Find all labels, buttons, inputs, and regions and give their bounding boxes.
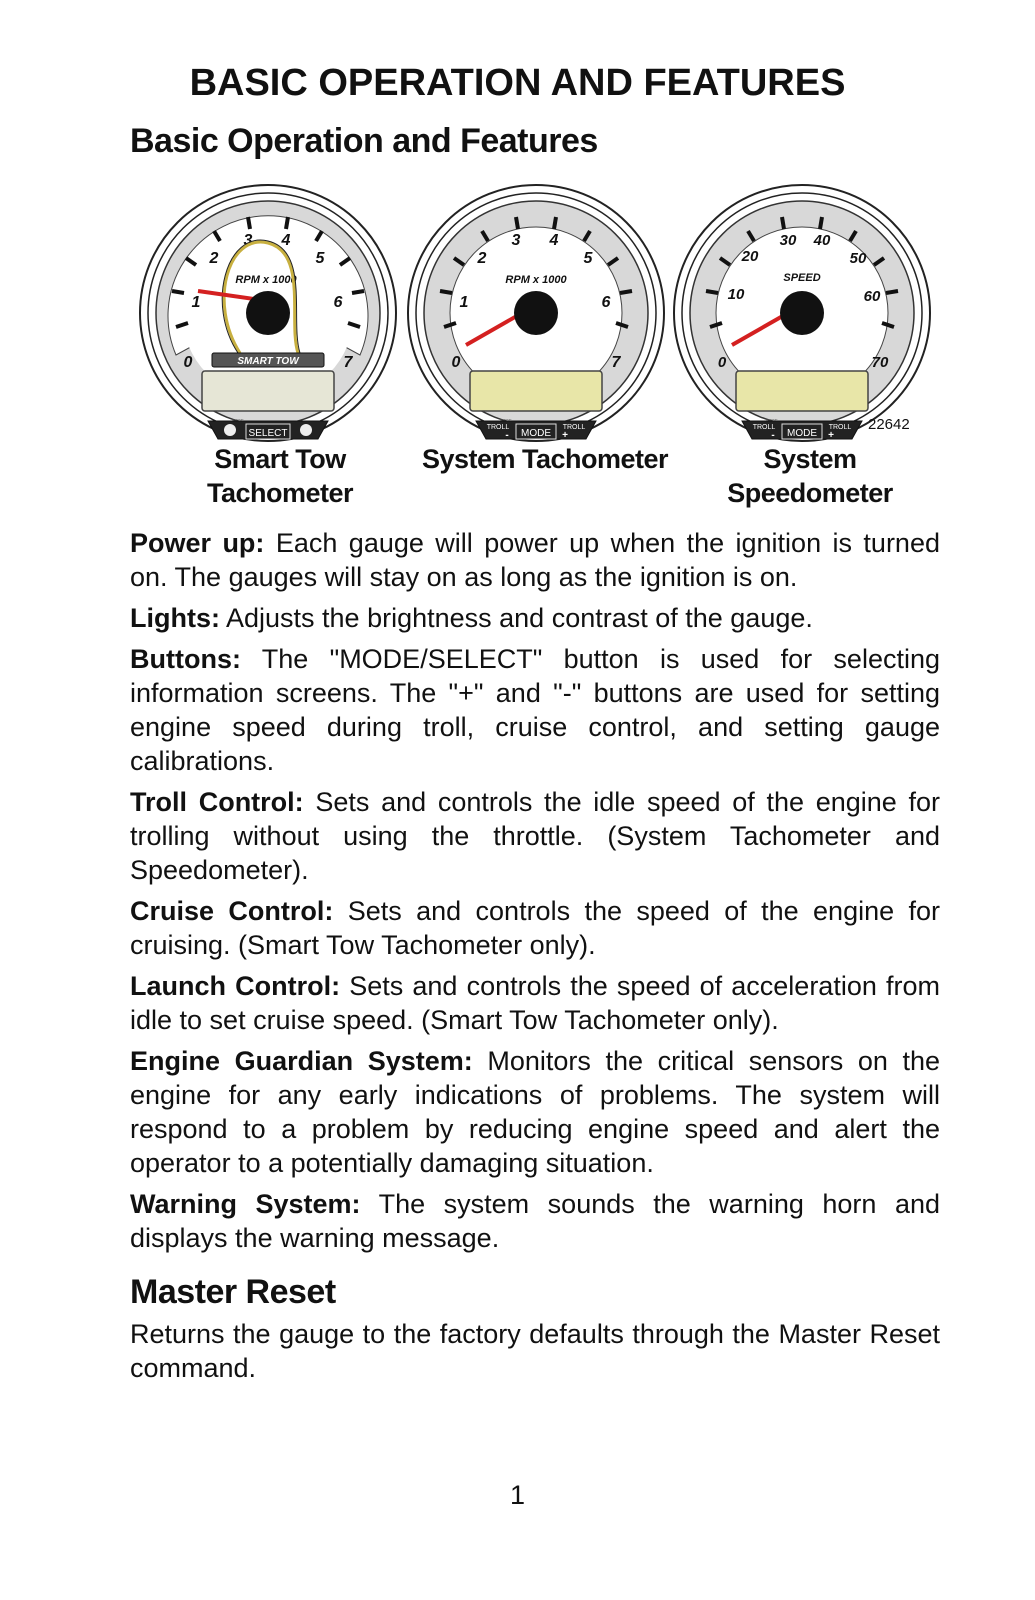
select-button-label: SELECT (248, 428, 288, 439)
gauge-system-speedometer (674, 185, 930, 441)
paragraph-buttons (130, 642, 940, 778)
tick-label: 2 (209, 250, 219, 267)
term: Warning System: (130, 1189, 361, 1219)
description: Sets and controls the idle speed of the engine for trolling without using the throttle. (System Tachometer and Speedometer). (130, 787, 940, 885)
lcd-display (470, 371, 602, 411)
master-reset-text: Returns the gauge to the factory defaults through the Master Reset command. (130, 1319, 940, 1383)
paragraph-warning-system (130, 1187, 940, 1255)
tick-label: 0 (183, 354, 193, 371)
page-title: BASIC OPERATION AND FEATURES (189, 62, 846, 104)
body-text (130, 526, 940, 1392)
gauge-smart-tow (140, 185, 396, 441)
band-label: SMART TOW (237, 356, 299, 367)
tick-label: 6 (601, 294, 611, 311)
term: Engine Guardian System: (130, 1046, 473, 1076)
tick-label: 20 (741, 248, 759, 265)
tick-label: 7 (611, 354, 621, 371)
tick-label: 1 (459, 294, 469, 311)
lcd-display (736, 371, 868, 411)
caption-line: System (763, 444, 857, 474)
page-number: 1 (509, 1480, 526, 1510)
tick-label: 0 (717, 354, 727, 371)
tick-label: 2 (477, 250, 487, 267)
caption-line: Tachometer (206, 478, 354, 508)
tick-label: 70 (871, 354, 889, 371)
caption-smart-tow (180, 442, 380, 510)
term: Power up: (130, 528, 265, 558)
term: Buttons: (130, 644, 241, 674)
caption-line: System Tachometer (421, 444, 669, 474)
description: The system sounds the warning horn and displays the warning message. (130, 1189, 940, 1253)
term: Troll Control: (130, 787, 304, 817)
term: Lights: (130, 603, 220, 633)
tick-label: 6 (333, 294, 343, 311)
tick-label: 3 (511, 232, 521, 249)
tick-label: 5 (583, 250, 593, 267)
tick-label: 50 (849, 250, 867, 267)
mode-button-label: MODE (787, 428, 817, 439)
description: Sets and controls the speed of the engine for cruising. (Smart Tow Tachometer only). (130, 896, 940, 960)
tick-label: 30 (779, 232, 797, 249)
tick-label: 5 (315, 250, 325, 267)
description: Sets and controls the speed of acceleration from idle to set cruise speed. (Smart Tow Tachometer only). (130, 971, 940, 1035)
caption-system-speedometer (710, 442, 910, 510)
scale-label: RPM x 1000 (505, 274, 567, 286)
scale-label: SPEED (783, 272, 821, 284)
term: Cruise Control: (130, 896, 334, 926)
troll-minus-label: TROLL (752, 424, 776, 431)
scale-label: RPM x 1000 (235, 274, 297, 286)
paragraph-troll-control (130, 785, 940, 887)
troll-plus-sign: + (562, 430, 568, 441)
tick-label: 40 (813, 232, 831, 249)
tick-label: 7 (343, 354, 353, 371)
troll-minus-sign: - (771, 430, 775, 441)
section-title: Basic Operation and Features (130, 122, 598, 160)
tick-label: 1 (191, 294, 201, 311)
caption-line: Smart Tow (214, 444, 346, 474)
gauge-system-tachometer (408, 185, 664, 441)
gauges-illustration (130, 178, 940, 448)
troll-plus-sign: + (828, 430, 834, 441)
description: The "MODE/SELECT" button is used for selecting information screens. The "+" and "-" buttons are used for setting engine speed during troll, cruise control, and setting gauge calibrations. (130, 644, 940, 776)
caption-system-tachometer (400, 442, 690, 476)
master-reset-heading: Master Reset (130, 1273, 336, 1311)
tick-label: 4 (281, 232, 291, 249)
description: Each gauge will power up when the ignition is turned on. The gauges will stay on as long as the ignition is on. (130, 528, 940, 592)
term: Launch Control: (130, 971, 341, 1001)
mode-button-label: MODE (521, 428, 551, 439)
paragraph-power-up (130, 526, 940, 594)
tick-label: 10 (727, 286, 745, 303)
tick-label: 0 (451, 354, 461, 371)
caption-line: Speedometer (727, 478, 893, 508)
tick-label: 3 (243, 232, 253, 249)
description: Adjusts the brightness and contrast of the gauge. (219, 603, 813, 633)
troll-plus-label: TROLL (562, 424, 586, 431)
paragraph-launch-control (130, 969, 940, 1037)
description: Monitors the critical sensors on the engine for any early indications of problems. The system will respond to a problem by reducing engine speed and alert the operator to a potentially damaging situation. (130, 1046, 940, 1178)
figure-number: 22642 (868, 416, 910, 433)
troll-minus-sign: - (505, 430, 509, 441)
paragraph-engine-guardian (130, 1044, 940, 1180)
tick-label: 60 (863, 288, 881, 305)
lcd-display (202, 371, 334, 411)
tick-label: 4 (549, 232, 559, 249)
paragraph-lights (130, 601, 940, 635)
paragraph-cruise-control (130, 894, 940, 962)
troll-minus-label: TROLL (486, 424, 510, 431)
troll-plus-label: TROLL (828, 424, 852, 431)
